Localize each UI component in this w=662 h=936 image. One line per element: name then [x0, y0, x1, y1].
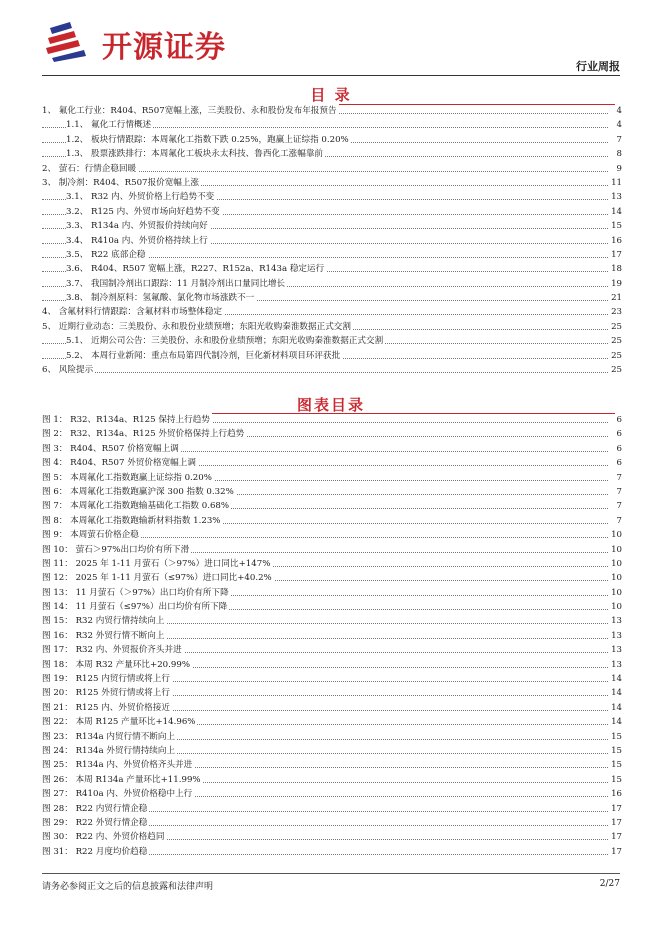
toc-entry-label: 3.4、 R410a 内、外贸价格持续上行: [66, 234, 210, 248]
toc-entry[interactable]: [42, 291, 622, 305]
toc-entry-page: 11: [609, 176, 622, 190]
figure-entry[interactable]: [42, 485, 622, 499]
toc-entry[interactable]: [42, 320, 622, 334]
toc-entry-label: 4、 含氟材料行情跟踪：含氟材料市场整体稳定: [42, 305, 224, 319]
toc-entry[interactable]: [42, 334, 622, 348]
toc-entry-label: 3、 制冷剂：R404、R507报价宽幅上涨: [42, 176, 201, 190]
toc-entry-label: 5.1、 近期公司公告：三美股份、永和股份业绩预增；东阳光收购秦淮数据正式交割: [66, 334, 385, 348]
figure-entry-page: 10: [609, 586, 622, 600]
toc-entry-page: 13: [609, 190, 622, 204]
figure-list-title: 图表目录: [296, 396, 365, 414]
toc-entry-page: 7: [615, 133, 622, 147]
toc-entry-page: 17: [609, 248, 622, 262]
toc-entry[interactable]: [42, 234, 622, 248]
figure-entry-label: 图 28： R22 内贸行情企稳: [42, 802, 149, 816]
figure-entry-page: 13: [609, 629, 622, 643]
toc-entry-page: 16: [609, 234, 622, 248]
figure-entry-label: 图 24： R134a 外贸行情持续向上: [42, 744, 177, 758]
toc-entry-label: 3.7、 我国制冷剂出口跟踪：11 月制冷剂出口量同比增长: [66, 277, 287, 291]
figure-entry-label: 图 15： R32 内贸行情持续向上: [42, 614, 166, 628]
figure-entry-page: 7: [615, 499, 622, 513]
figure-entry[interactable]: [42, 686, 622, 700]
toc-entry-page: 14: [609, 205, 622, 219]
figure-entry-label: 图 26： 本周 R134a 产量环比+11.99%: [42, 773, 203, 787]
figure-entry-label: 图 2： R32、R134a、R125 外贸价格保持上行趋势: [42, 427, 246, 441]
company-logo: [44, 20, 264, 64]
figure-entry-label: 图 5： 本周氟化工指数跑赢上证综指 0.20%: [42, 471, 214, 485]
toc-entry[interactable]: [42, 162, 622, 176]
toc-entry-label: 1.3、 股票涨跌排行：本周氟化工板块永太科技、鲁西化工涨幅靠前: [66, 147, 325, 161]
toc-entry-label: 1.1、 氟化工行情概述: [66, 118, 153, 132]
toc-entry-page: 21: [609, 291, 622, 305]
figure-entry-page: 10: [609, 571, 622, 585]
toc-entry-label: 3.5、 R22 底部企稳: [66, 248, 148, 262]
figure-entry-label: 图 9： 本周萤石价格企稳: [42, 528, 141, 542]
figure-entry-page: 7: [615, 471, 622, 485]
figure-entry[interactable]: [42, 514, 622, 528]
figure-entry-label: 图 21： R125 内、外贸价格接近: [42, 701, 172, 715]
figure-entry-label: 图 8： 本周氟化工指数跑输新材料指数 1.23%: [42, 514, 222, 528]
figure-entry[interactable]: [42, 715, 622, 729]
figure-entry-page: 10: [609, 600, 622, 614]
toc-entry-page: 25: [609, 363, 622, 377]
figure-entry-page: 13: [609, 658, 622, 672]
figure-entry-page: 15: [609, 744, 622, 758]
figure-entry-page: 6: [615, 413, 622, 427]
figure-entry-label: 图 17： R32 内、外贸报价齐头并进: [42, 643, 184, 657]
figure-entry[interactable]: [42, 586, 622, 600]
toc-entry-label: 6、 风险提示: [42, 363, 95, 377]
page-number: 2/27: [599, 879, 620, 889]
footer-disclaimer: 请务必参阅正文之后的信息披露和法律声明: [42, 882, 214, 892]
figure-entry-page: 17: [609, 802, 622, 816]
toc-entry-page: 23: [609, 305, 622, 319]
toc-entry-page: 4: [615, 118, 622, 132]
figure-entry[interactable]: [42, 643, 622, 657]
figure-entry-page: 7: [615, 485, 622, 499]
figure-entry-page: 14: [609, 672, 622, 686]
toc-entry-page: 18: [609, 262, 622, 276]
toc-entry-label: 1、 氟化工行业：R404、R507宽幅上涨，三美股份、永和股份发布年报预告: [42, 104, 339, 118]
header-divider: [42, 75, 620, 76]
figure-entry-page: 10: [609, 543, 622, 557]
toc-entry[interactable]: [42, 205, 622, 219]
figure-entry[interactable]: [42, 787, 622, 801]
toc-entry[interactable]: [42, 262, 622, 276]
toc-entry-label: 5.2、 本周行业新闻：重点布局第四代制冷剂，巨化新材料项目环评获批: [66, 349, 342, 363]
figure-entry-label: 图 12： 2025 年 1-11 月萤石（≤97%）进口同比+40.2%: [42, 571, 274, 585]
toc-entry[interactable]: [42, 118, 622, 132]
figure-entry-page: 7: [615, 514, 622, 528]
figure-entry[interactable]: [42, 471, 622, 485]
figure-entry-page: 14: [609, 701, 622, 715]
figure-entry-label: 图 1： R32、R134a、R125 保持上行趋势: [42, 413, 212, 427]
toc-entry[interactable]: [42, 176, 622, 190]
figure-entry-page: 17: [609, 845, 622, 859]
toc-entry-label: 3.6、 R404、R507 宽幅上涨，R227、R152a、R143a 稳定运行: [66, 262, 326, 276]
figure-entry-label: 图 14： 11 月萤石（≤97%）出口均价有所下降: [42, 600, 229, 614]
figure-entry[interactable]: [42, 543, 622, 557]
toc-entry-label: 2、 萤石：行情企稳回暖: [42, 162, 138, 176]
figure-entry[interactable]: [42, 571, 622, 585]
toc-entry[interactable]: [42, 277, 622, 291]
logo-mark-icon: [44, 20, 96, 64]
toc-entry-label: 3.1、 R32 内、外贸价格上行趋势不变: [66, 190, 216, 204]
figure-entry[interactable]: [42, 528, 622, 542]
figure-entry[interactable]: [42, 442, 622, 456]
figure-entry[interactable]: [42, 730, 622, 744]
table-of-contents: [42, 104, 622, 377]
figure-entry-page: 13: [609, 643, 622, 657]
figure-entry-page: 6: [615, 456, 622, 470]
toc-entry[interactable]: [42, 133, 622, 147]
figure-entry-page: 15: [609, 758, 622, 772]
logo-text: 开源证券: [102, 30, 226, 65]
figure-entry-page: 17: [609, 830, 622, 844]
figure-entry[interactable]: [42, 499, 622, 513]
toc-entry-page: 9: [615, 162, 622, 176]
figure-entry-label: 图 30： R22 内、外贸价格趋同: [42, 830, 166, 844]
toc-entry-label: 3.3、 R134a 内、外贸报价持续向好: [66, 219, 210, 233]
figure-entry-label: 图 31： R22 月度均价趋稳: [42, 845, 149, 859]
toc-entry-page: 4: [615, 104, 622, 118]
figure-entry-page: 14: [609, 715, 622, 729]
toc-entry-label: 3.8、 制冷剂原料：氢氟酸、氯化物市场涨跌不一: [66, 291, 256, 305]
toc-entry-page: 15: [609, 219, 622, 233]
figure-entry-page: 17: [609, 816, 622, 830]
toc-entry[interactable]: [42, 349, 622, 363]
figure-entry[interactable]: [42, 614, 622, 628]
figure-entry-page: 10: [609, 557, 622, 571]
figure-entry-page: 6: [615, 442, 622, 456]
figure-entry-label: 图 6： 本周氟化工指数跑赢沪深 300 指数 0.32%: [42, 485, 236, 499]
figure-entry-label: 图 7： 本周氟化工指数跑输基础化工指数 0.68%: [42, 499, 231, 513]
figure-entry[interactable]: [42, 830, 622, 844]
figure-entry[interactable]: [42, 658, 622, 672]
figure-entry-label: 图 23： R134a 内贸行情不断向上: [42, 730, 177, 744]
figure-entry-label: 图 25： R134a 内、外贸价格齐头并进: [42, 758, 194, 772]
figure-entry[interactable]: [42, 456, 622, 470]
report-type-label: 行业周报: [576, 60, 620, 73]
figure-entry-label: 图 22： 本周 R125 产量环比+14.96%: [42, 715, 197, 729]
figure-entry-page: 14: [609, 686, 622, 700]
toc-entry-page: 19: [609, 277, 622, 291]
figure-entry[interactable]: [42, 701, 622, 715]
toc-entry-page: 8: [615, 147, 622, 161]
toc-entry-page: 25: [609, 320, 622, 334]
figure-entry-label: 图 16： R32 外贸行情不断向上: [42, 629, 166, 643]
figure-entry-page: 10: [609, 528, 622, 542]
toc-entry[interactable]: [42, 305, 622, 319]
figure-entry-label: 图 4： R404、R507 外贸价格宽幅上调: [42, 456, 198, 470]
toc-entry-page: 25: [609, 349, 622, 363]
figure-entry[interactable]: [42, 758, 622, 772]
figure-entry-page: 15: [609, 773, 622, 787]
figure-entry[interactable]: [42, 845, 622, 859]
toc-entry[interactable]: [42, 190, 622, 204]
toc-entry[interactable]: [42, 219, 622, 233]
figure-list: [42, 413, 622, 859]
figure-entry[interactable]: [42, 802, 622, 816]
figure-entry-label: 图 27： R410a 内、外贸价格稳中上行: [42, 787, 194, 801]
toc-entry[interactable]: [42, 248, 622, 262]
figure-entry-page: 13: [609, 614, 622, 628]
toc-entry-label: 3.2、 R125 内、外贸市场向好趋势不变: [66, 205, 222, 219]
figure-entry-label: 图 20： R125 外贸行情或将上行: [42, 686, 172, 700]
figure-entry-label: 图 13： 11 月萤石（＞97%）出口均价有所下降: [42, 586, 231, 600]
figure-entry-label: 图 10： 萤石＞97%出口均价有所下滑: [42, 543, 191, 557]
footer-divider: [42, 873, 620, 874]
figure-entry[interactable]: [42, 600, 622, 614]
figure-entry[interactable]: [42, 557, 622, 571]
figure-entry[interactable]: [42, 427, 622, 441]
figure-entry[interactable]: [42, 773, 622, 787]
figure-entry-label: 图 29： R22 外贸行情企稳: [42, 816, 149, 830]
dot-leader: [42, 372, 608, 373]
figure-entry[interactable]: [42, 629, 622, 643]
figure-entry[interactable]: [42, 413, 622, 427]
toc-entry[interactable]: [42, 147, 622, 161]
toc-entry[interactable]: [42, 363, 622, 377]
figure-entry-label: 图 11： 2025 年 1-11 月萤石（＞97%）进口同比+147%: [42, 557, 272, 571]
toc-entry-label: 5、 近期行业动态：三美股份、永和股份业绩预增；东阳光收购秦淮数据正式交割: [42, 320, 353, 334]
figure-entry[interactable]: [42, 744, 622, 758]
figure-entry[interactable]: [42, 672, 622, 686]
figure-entry-page: 16: [609, 787, 622, 801]
figure-entry-label: 图 19： R125 内贸行情或将上行: [42, 672, 172, 686]
figure-entry-label: 图 3： R404、R507 价格宽幅上调: [42, 442, 181, 456]
figure-entry[interactable]: [42, 816, 622, 830]
toc-title: 目 录: [310, 86, 352, 104]
toc-entry-page: 25: [609, 334, 622, 348]
figure-entry-page: 6: [615, 427, 622, 441]
toc-entry-label: 1.2、 板块行情跟踪：本周氟化工指数下跌 0.25%，跑赢上证综指 0.20%: [66, 133, 351, 147]
figure-entry-label: 图 18： 本周 R32 产量环比+20.99%: [42, 658, 192, 672]
toc-entry[interactable]: [42, 104, 622, 118]
figure-entry-page: 15: [609, 730, 622, 744]
